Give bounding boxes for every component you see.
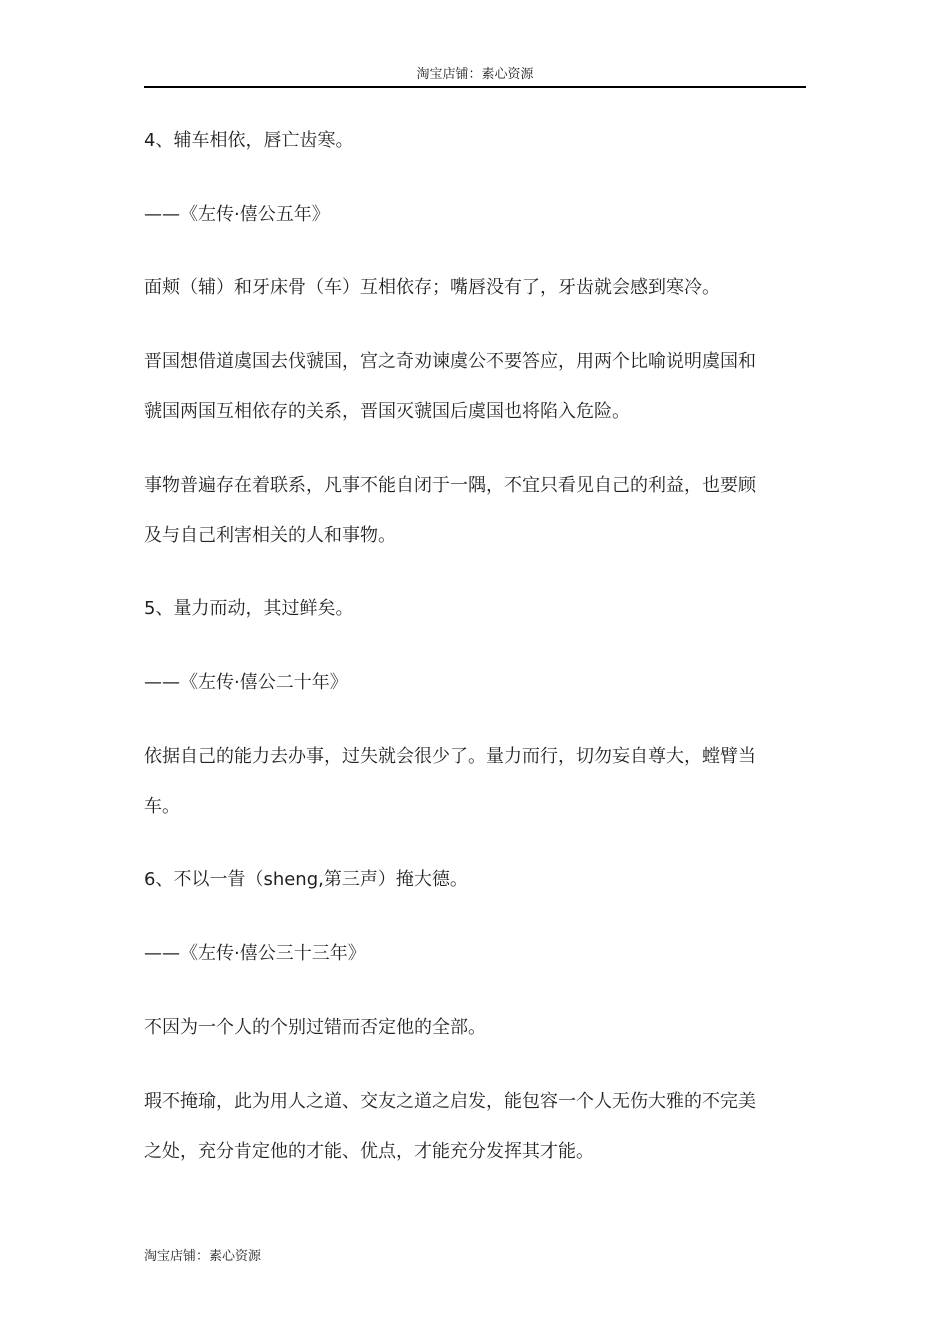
page-footer: 淘宝店铺：素心资源	[144, 1249, 262, 1264]
quote-6-title: 6、不以一眚（sheng,第三声）掩大德。	[144, 869, 468, 890]
quote-4-source: ——《左传·僖公五年》	[144, 204, 330, 225]
page-header: 淘宝店铺：素心资源	[416, 67, 534, 82]
quote-4-title: 4、辅车相依，唇亡齿寒。	[144, 130, 354, 151]
quote-5-source: ——《左传·僖公二十年》	[144, 672, 348, 693]
header-divider	[144, 86, 806, 88]
quote-5-title: 5、量力而动，其过鲜矣。	[144, 598, 354, 619]
quote-4-background-line-1: 晋国想借道虞国去伐虢国，宫之奇劝谏虞公不要答应，用两个比喻说明虞国和	[144, 351, 756, 372]
quote-6-insight-line-1: 瑕不掩瑜，此为用人之道、交友之道之启发，能包容一个人无伤大雅的不完美	[144, 1091, 756, 1112]
quote-5-explanation-line-2: 车。	[144, 796, 180, 817]
quote-5-explanation-line-1: 依据自己的能力去办事，过失就会很少了。量力而行，切勿妄自尊大，螳臂当	[144, 746, 756, 767]
quote-4-translation: 面颊（辅）和牙床骨（车）互相依存；嘴唇没有了，牙齿就会感到寒冷。	[144, 277, 720, 298]
quote-4-background-line-2: 虢国两国互相依存的关系，晋国灭虢国后虞国也将陷入危险。	[144, 401, 630, 422]
quote-4-insight-line-2: 及与自己利害相关的人和事物。	[144, 525, 396, 546]
quote-6-source: ——《左传·僖公三十三年》	[144, 943, 366, 964]
quote-6-translation: 不因为一个人的个别过错而否定他的全部。	[144, 1017, 486, 1038]
quote-4-insight-line-1: 事物普遍存在着联系，凡事不能自闭于一隅，不宜只看见自己的利益，也要顾	[144, 475, 756, 496]
quote-6-insight-line-2: 之处，充分肯定他的才能、优点，才能充分发挥其才能。	[144, 1141, 594, 1162]
